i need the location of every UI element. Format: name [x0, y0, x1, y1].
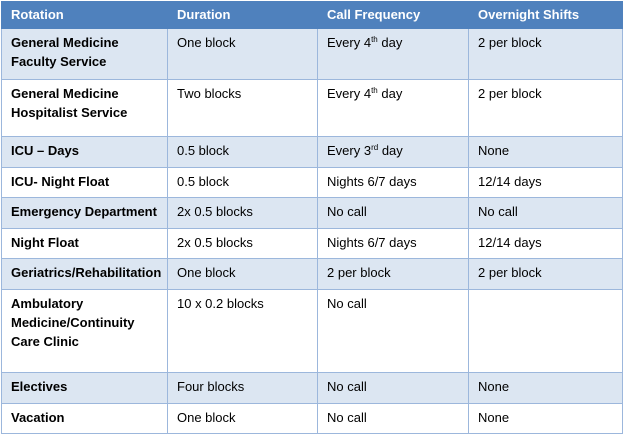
call-frequency-text-end: day: [377, 86, 403, 101]
rotation-cell: General Medicine Faculty Service: [2, 29, 168, 80]
rotation-cell: Electives: [2, 373, 168, 404]
call-frequency-cell: [318, 29, 469, 80]
overnight-shifts-cell: [469, 290, 623, 373]
call-frequency-text: Every 4: [327, 35, 372, 50]
table-row: [2, 198, 623, 229]
duration-cell: One block: [168, 259, 318, 290]
duration-cell: Four blocks: [168, 373, 318, 404]
call-frequency-cell: Nights 6/7 days: [318, 229, 469, 259]
call-frequency-cell: [318, 137, 469, 168]
rotation-cell: ICU – Days: [2, 137, 168, 168]
duration-cell: Two blocks: [168, 80, 318, 137]
duration-cell: 2x 0.5 blocks: [168, 198, 318, 229]
ordinal-suffix: rd: [371, 143, 379, 152]
call-frequency-cell: No call: [318, 373, 469, 404]
header-duration: Duration: [168, 2, 318, 29]
rotation-cell: ICU- Night Float: [2, 168, 168, 198]
ordinal-suffix: th: [371, 86, 378, 95]
duration-cell: 10 x 0.2 blocks: [168, 290, 318, 373]
header-call-frequency: Call Frequency: [318, 2, 469, 29]
overnight-shifts-cell: None: [469, 137, 623, 168]
table-row: [2, 29, 623, 80]
call-frequency-text: Every 3: [327, 143, 372, 158]
rotation-schedule-table: [1, 1, 623, 434]
overnight-shifts-cell: 12/14 days: [469, 229, 623, 259]
duration-cell: 2x 0.5 blocks: [168, 229, 318, 259]
call-frequency-text: Every 4: [327, 86, 372, 101]
rotation-cell: Emergency Department: [2, 198, 168, 229]
rotation-cell: Geriatrics/Rehabilitation: [2, 259, 168, 290]
table-row: [2, 290, 623, 373]
table-row: [2, 259, 623, 290]
overnight-shifts-cell: None: [469, 373, 623, 404]
table-row: [2, 80, 623, 137]
duration-cell: 0.5 block: [168, 137, 318, 168]
overnight-shifts-cell: 2 per block: [469, 29, 623, 80]
table-header-row: [2, 2, 623, 29]
rotation-cell: Ambulatory Medicine/Continuity Care Clinic: [2, 290, 168, 373]
table-row: [2, 229, 623, 259]
call-frequency-cell: [318, 80, 469, 137]
table-row: [2, 404, 623, 434]
table-row: [2, 137, 623, 168]
rotation-cell: General Medicine Hospitalist Service: [2, 80, 168, 137]
overnight-shifts-cell: 2 per block: [469, 259, 623, 290]
duration-cell: One block: [168, 404, 318, 434]
overnight-shifts-cell: 12/14 days: [469, 168, 623, 198]
duration-cell: 0.5 block: [168, 168, 318, 198]
ordinal-suffix: th: [371, 35, 378, 44]
call-frequency-cell: No call: [318, 404, 469, 434]
rotation-cell: Night Float: [2, 229, 168, 259]
table-row: [2, 373, 623, 404]
overnight-shifts-cell: None: [469, 404, 623, 434]
duration-cell: One block: [168, 29, 318, 80]
call-frequency-text-end: day: [377, 35, 403, 50]
call-frequency-cell: No call: [318, 198, 469, 229]
header-overnight-shifts: Overnight Shifts: [469, 2, 623, 29]
header-rotation: Rotation: [2, 2, 168, 29]
rotation-cell: Vacation: [2, 404, 168, 434]
call-frequency-cell: Nights 6/7 days: [318, 168, 469, 198]
overnight-shifts-cell: 2 per block: [469, 80, 623, 137]
call-frequency-cell: No call: [318, 290, 469, 373]
overnight-shifts-cell: No call: [469, 198, 623, 229]
call-frequency-cell: 2 per block: [318, 259, 469, 290]
call-frequency-text-end: day: [378, 143, 403, 158]
table-row: [2, 168, 623, 198]
